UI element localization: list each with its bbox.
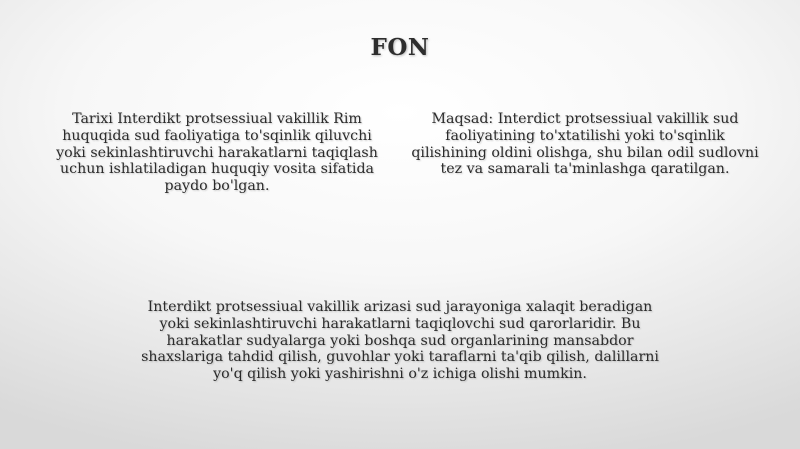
purpose-paragraph: Maqsad: Interdict protsessiual vakillik sud faoliyatining to'xtatilishi yoki to'sqinlik qilishining oldini olishga, shu bilan odil sudlovni tez va samarali ta'minlashga qaratilgan. — [411, 111, 759, 178]
application-paragraph: Interdikt protsessiual vakillik arizasi sud jarayoniga xalaqit beradigan yoki sekinlashtiruvchi harakatlarni taqiqlovchi sud qarorlaridir. Bu harakatlar sudyalarga yoki boshqa sud organlarining mansabdor shaxslariga tahdid qilish, guvohlar yoki taraflarni ta'qib qilish, dalillarni yo'q qilish yoki yashirishni o'z ichiga olishi mumkin. — [141, 299, 659, 383]
slide-title: FON — [370, 34, 430, 61]
history-paragraph: Tarixi Interdikt protsessiual vakillik Rim huquqida sud faoliyatiga to'sqinlik qiluvchi yoki sekinlashtiruvchi harakatlarni taqiqlash uchun ishlatiladigan huquqiy vosita sifatida paydo bo'lgan. — [56, 111, 378, 195]
